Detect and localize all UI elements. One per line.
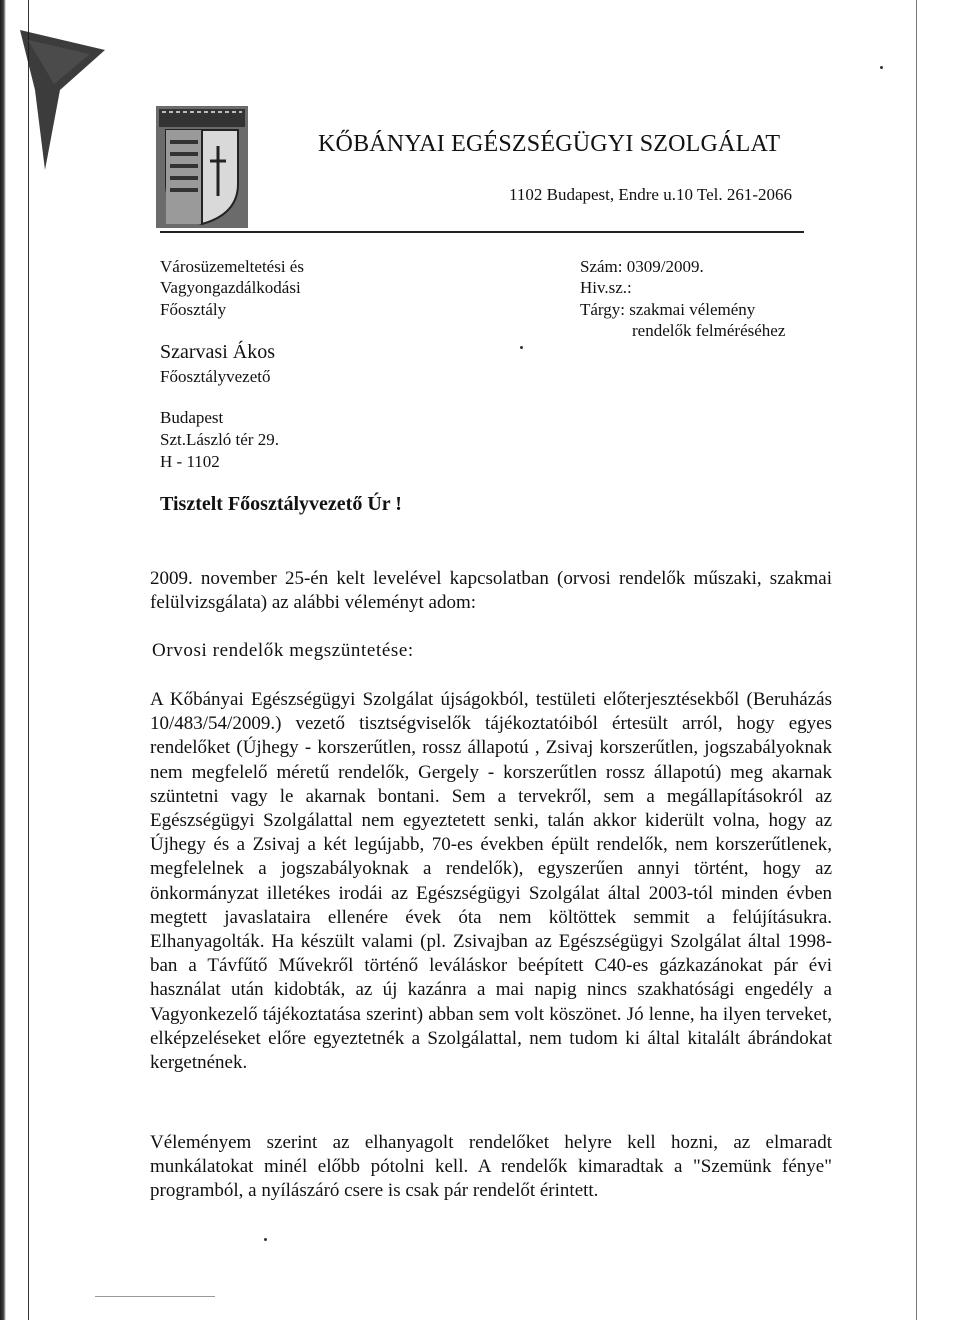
recipient-city: Budapest	[160, 408, 224, 427]
coat-of-arms-logo	[156, 106, 248, 228]
reference-subject-cont: rendelők felméréséhez	[632, 321, 786, 340]
scan-bottom-line	[95, 1296, 215, 1297]
scan-speck	[264, 1238, 267, 1241]
closing-paragraph: Véleményem szerint az elhanyagolt rendelőket helyre kell hozni, az elmaradt munkálatokat minél előbb pótolni kell. A rendelők kimaradtak a "Szemünk fénye" programból, a nyílászáró csere is csak pár rendelőt érintett.	[150, 1132, 832, 1202]
recipient-dept-line1: Városüzemeltetési és	[160, 257, 304, 276]
section-heading: Orvosi rendelők megszüntetése:	[152, 640, 414, 661]
body-paragraph: A Kőbányai Egészségügyi Szolgálat újságokból, testületi előterjesztésekből (Beruházás 10/483/54/2009.) vezető tisztségviselők tájékoztatóiból értesült arról, hogy egyes rendelőket (Újhegy - korszerűtlen, rossz állapotú , Zsivaj korszerűtlen, jogszabályoknak nem megfelelő méretű rendelők, Gergely - korszerűtlen rossz állapotú) meg akarnak szüntetni vagy le akarnak bontani. Sem a tervekről, sem a megállapításokról az Egészségügyi Szolgálattal nem egyeztetett senki, talán akkor kiderült volna, hogy az Újhegy és a Zsivaj a két legújabb, 70-es években épült rendelők, nem korszerűtlenek, megfelelnek a jogszabályoknak a rendelők), egyszerűen annyi történt, hogy az önkormányzat illetékes irodái az Egészségügyi Szolgálat által 2003-tól minden évben megtett javaslataira ellenére évek óta nem költöttek semmit a felújításukra. Elhanyagolták. Ha készült valami (pl. Zsivajban az Egészségügyi Szolgálat által 1998-ban a Távfűtő Művekről történő leváláskor beépített C40-es gázkazánokat pár évi használat után kidobták, az új kazánra a mai napig nincs szakhatósági engedély a Vagyonkezelő tájékoztatása szerint) abban sem volt köszönet. Jó lenne, ha ilyen terveket, elképzeléseket előre egyeztetnék a Szolgálattal, nem tudom ki által kitalált ábrándokat kergetnének.	[150, 689, 832, 1074]
reference-subject: Tárgy: szakmai vélemény	[580, 300, 756, 319]
organization-name: KŐBÁNYAI EGÉSZSÉGÜGYI SZOLGÁLAT	[318, 131, 781, 157]
scan-margin-line	[28, 0, 29, 1320]
recipient-dept-line3: Főosztály	[160, 300, 227, 319]
scan-speck	[520, 346, 523, 349]
recipient-name: Szarvasi Ákos	[160, 341, 275, 363]
recipient-title: Főosztályvezető	[160, 367, 271, 386]
recipient-zip: H - 1102	[160, 452, 220, 471]
organization-address: 1102 Budapest, Endre u.10 Tel. 261-2066	[509, 185, 793, 204]
page-corner-mark	[20, 30, 110, 170]
recipient-dept-line2: Vagyongazdálkodási	[160, 278, 301, 297]
reference-number: Szám: 0309/2009.	[580, 257, 704, 276]
scan-speck	[880, 66, 883, 69]
reference-hiv-sz: Hiv.sz.:	[580, 278, 632, 297]
intro-paragraph: 2009. november 25-én kelt levelével kapcsolatban (orvosi rendelők műszaki, szakmai felülvizsgálata) az alábbi véleményt adom:	[150, 568, 832, 614]
scan-margin-line-right	[916, 0, 917, 1320]
recipient-street: Szt.László tér 29.	[160, 430, 279, 449]
salutation: Tisztelt Főosztályvezető Úr !	[160, 493, 402, 515]
header-divider	[160, 231, 804, 233]
scan-edge-shadow	[0, 0, 6, 1320]
